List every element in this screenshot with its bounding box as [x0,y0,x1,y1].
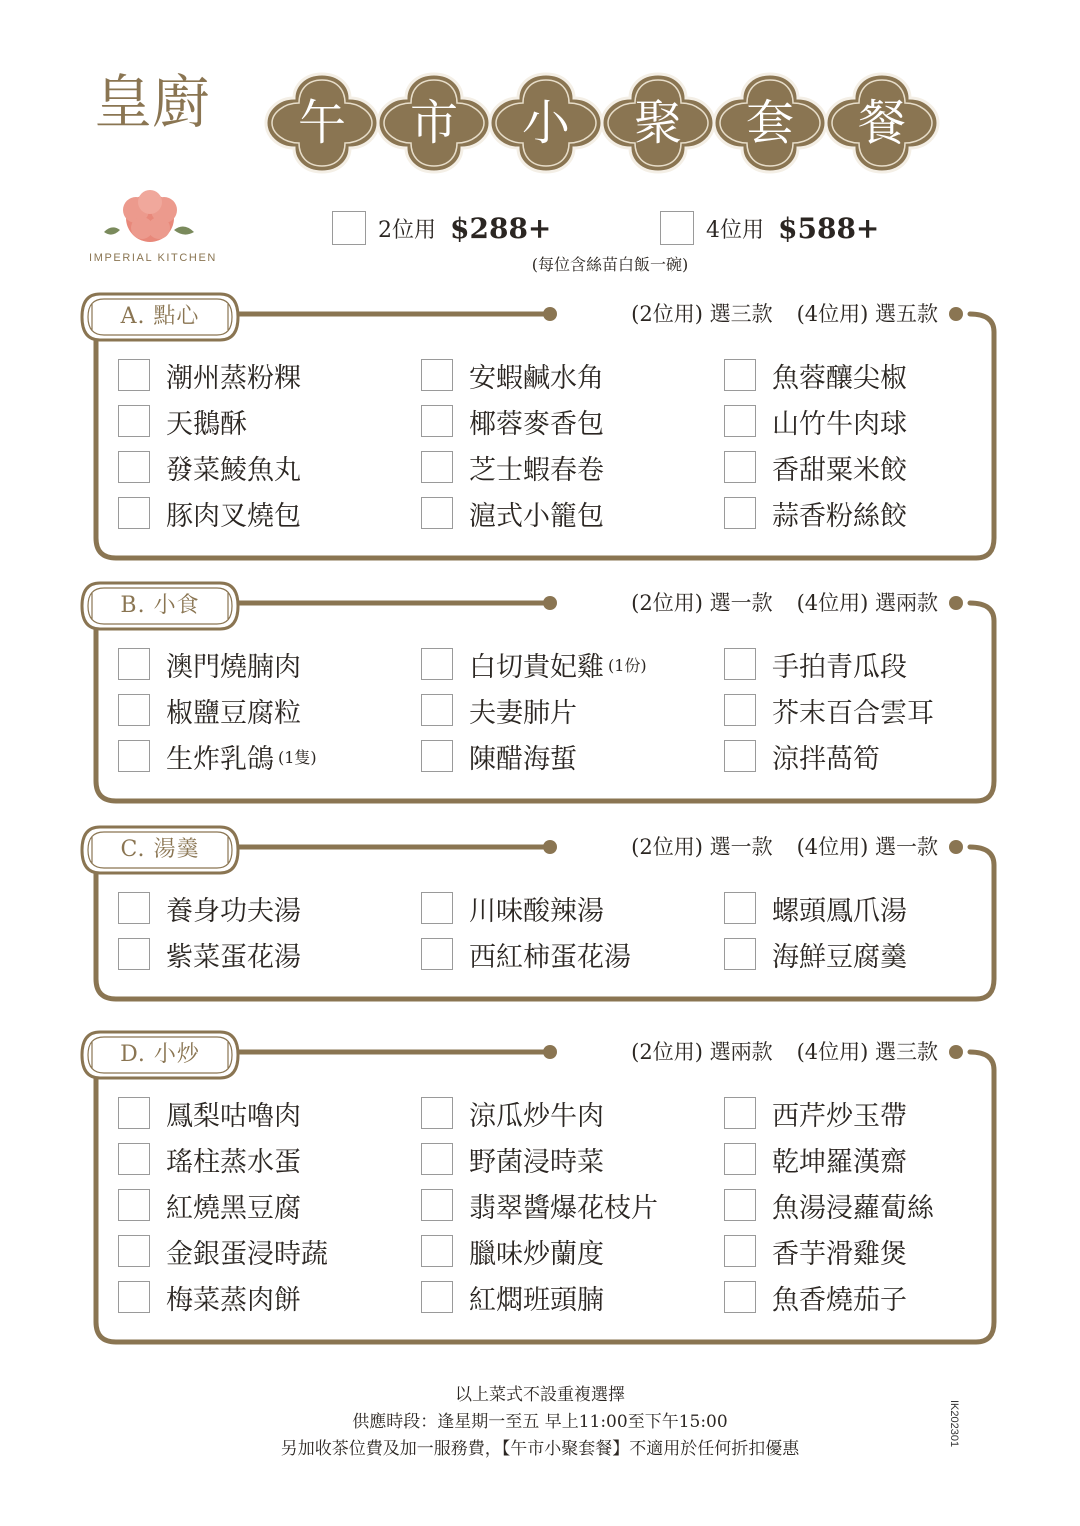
menu-item[interactable] [118,1274,301,1320]
menu-item[interactable] [724,733,880,779]
section-rules [631,298,938,328]
dish-name: 椒鹽豆腐粒 [166,697,301,729]
dish-name: 涼瓜炒牛肉 [469,1100,604,1132]
checkbox[interactable] [118,451,150,483]
menu-item[interactable] [118,687,301,733]
footer-line-1: 以上菜式不設重複選擇 [455,1385,625,1405]
footer-line-2: 供應時段：逢星期一至五 早上11:00至下午15:00 [352,1412,728,1432]
menu-item[interactable] [118,1228,328,1274]
logo-mark [93,60,211,250]
menu-item[interactable] [421,733,577,779]
document-code: IK202301 [948,1400,960,1448]
menu-item[interactable] [421,1274,604,1320]
menu-item[interactable] [421,1182,658,1228]
menu-item[interactable] [724,1228,907,1274]
checkbox[interactable] [724,938,756,970]
dish-name: 瑤柱蒸水蛋 [166,1146,301,1178]
dish-name: 蒜香粉絲餃 [772,500,907,532]
menu-item[interactable] [421,885,604,931]
title-tile [822,70,942,176]
checkbox[interactable] [421,405,453,437]
price-amount: $288+ [450,211,552,245]
dish-name: 澳門燒腩肉 [166,651,301,683]
checkbox[interactable] [118,497,150,529]
dish-name: 魚湯浸蘿蔔絲 [772,1192,934,1224]
menu-item[interactable] [421,352,604,398]
checkbox[interactable] [118,1143,150,1175]
menu-item[interactable] [724,398,907,444]
dish-name: 鳳梨咕嚕肉 [166,1100,301,1132]
checkbox[interactable] [421,938,453,970]
checkbox[interactable] [421,359,453,391]
menu-item[interactable] [118,641,301,687]
menu-item[interactable] [724,352,907,398]
title-char: 聚 [633,95,682,151]
menu-item[interactable] [118,1090,301,1136]
dish-name: 紫菜蛋花湯 [166,941,301,973]
dish-name: 臘味炒蘭度 [469,1238,604,1270]
dish-name: 魚香燒茄子 [772,1284,907,1316]
dish-name: 香甜粟米餃 [772,454,907,486]
menu-section [78,825,1000,1007]
title-tile [598,70,718,176]
rule-4-persons: (4位用) 選五款 [796,302,938,326]
section-label: B. 小食 [120,593,200,618]
logo-char-1: 皇廚 [93,68,211,136]
dish-name: 紅燜班頭腩 [469,1284,604,1316]
dish-name: 手拍青瓜段 [772,651,907,683]
dish-name: 陳醋海蜇 [469,743,577,775]
price-note: (每位含絲苗白飯一碗) [531,255,689,274]
title-tile [262,70,382,176]
price-option-2[interactable] [332,208,551,248]
menu-item[interactable] [118,352,301,398]
dish-name: 西紅柿蛋花湯 [469,941,631,973]
dish-name: 梅菜蒸肉餅 [166,1284,301,1316]
dish-name: 海鮮豆腐羹 [772,941,907,973]
price-unit: 4位用 [706,217,764,243]
menu-item[interactable] [724,444,907,490]
price-option-4[interactable] [660,208,879,248]
title-tile [486,70,606,176]
rule-2-persons: (2位用) 選一款 [631,591,773,615]
title-char: 午 [297,95,346,151]
title-char: 餐 [857,95,906,151]
menu-item[interactable] [724,1090,907,1136]
peony-icon [104,190,194,242]
checkbox[interactable] [724,451,756,483]
menu-item[interactable] [421,398,604,444]
dish-name: 白切貴妃雞 [469,651,604,683]
checkbox[interactable] [421,1235,453,1267]
checkbox[interactable] [421,1097,453,1129]
checkbox[interactable] [421,648,453,680]
dish-name: 魚蓉釀尖椒 [772,362,907,394]
checkbox[interactable] [724,648,756,680]
checkbox[interactable] [421,1281,453,1313]
menu-item[interactable] [118,733,317,779]
title-char: 小 [521,95,570,151]
checkbox[interactable] [724,1281,756,1313]
menu-section [78,1030,1000,1350]
section-rules [631,831,938,861]
checkbox[interactable] [724,1235,756,1267]
checkbox[interactable] [421,451,453,483]
checkbox[interactable] [118,1189,150,1221]
menu-item[interactable] [118,444,301,490]
checkbox[interactable] [421,740,453,772]
menu-item[interactable] [118,1136,301,1182]
dish-name: 養身功夫湯 [166,895,301,927]
page-title [262,70,942,176]
checkbox[interactable] [660,211,694,245]
menu-item[interactable] [118,490,301,536]
section-rules [631,587,938,617]
checkbox[interactable] [118,648,150,680]
menu-item[interactable] [421,931,631,977]
rule-2-persons: (2位用) 選兩款 [631,1040,773,1064]
menu-item[interactable] [118,398,247,444]
rule-4-persons: (4位用) 選兩款 [796,591,938,615]
checkbox[interactable] [118,1281,150,1313]
dish-name: 豚肉叉燒包 [166,500,301,532]
checkbox[interactable] [724,1143,756,1175]
checkbox[interactable] [421,694,453,726]
price-amount: $588+ [778,211,880,245]
portion-note: (1份) [608,655,647,675]
dish-name: 翡翠醬爆花枝片 [469,1192,658,1224]
checkbox[interactable] [724,694,756,726]
checkbox[interactable] [421,1143,453,1175]
checkbox[interactable] [724,405,756,437]
menu-section [78,581,1000,809]
checkbox[interactable] [724,359,756,391]
dish-name: 潮州蒸粉粿 [166,362,301,394]
section-label: C. 湯羹 [120,837,200,862]
checkbox[interactable] [118,405,150,437]
checkbox[interactable] [724,892,756,924]
menu-item[interactable] [421,490,604,536]
portion-note: (1隻) [278,747,317,767]
dish-name: 山竹牛肉球 [772,408,907,440]
dish-name: 芝士蝦春卷 [469,454,604,486]
checkbox[interactable] [118,938,150,970]
dish-name: 夫妻肺片 [469,697,577,729]
dish-name: 天鵝酥 [166,408,247,440]
menu-item[interactable] [118,885,301,931]
menu-item[interactable] [724,1136,907,1182]
price-unit: 2位用 [378,217,436,243]
checkbox[interactable] [332,211,366,245]
checkbox[interactable] [421,1189,453,1221]
rule-4-persons: (4位用) 選三款 [796,1040,938,1064]
menu-item[interactable] [421,1228,604,1274]
brand-logo [89,60,217,270]
checkbox[interactable] [118,359,150,391]
menu-item[interactable] [724,1182,934,1228]
dish-name: 野菌浸時菜 [469,1146,604,1178]
menu-item[interactable] [724,490,907,536]
dish-name: 涼拌萵筍 [772,743,880,775]
checkbox[interactable] [421,497,453,529]
rule-2-persons: (2位用) 選一款 [631,835,773,859]
rule-2-persons: (2位用) 選三款 [631,302,773,326]
dish-name: 生炸乳鴿 [166,743,274,775]
checkbox[interactable] [724,740,756,772]
dish-name: 川味酸辣湯 [469,895,604,927]
section-label: A. 點心 [120,304,200,329]
footer-line-3: 另加收茶位費及加一服務費，【午市小聚套餐】不適用於任何折扣優惠 [280,1439,800,1459]
dish-name: 椰蓉麥香包 [469,408,604,440]
dish-name: 香芋滑雞煲 [772,1238,907,1270]
menu-item[interactable] [118,1182,301,1228]
menu-item[interactable] [724,641,907,687]
menu-item[interactable] [421,444,604,490]
dish-name: 芥末百合雲耳 [772,697,934,729]
checkbox[interactable] [724,1189,756,1221]
dish-name: 安蝦鹹水角 [469,362,604,394]
title-char: 市 [409,95,458,151]
menu-item[interactable] [421,641,647,687]
checkbox[interactable] [724,1097,756,1129]
checkbox[interactable] [118,892,150,924]
dish-name: 發菜鯪魚丸 [166,454,301,486]
rule-4-persons: (4位用) 選一款 [796,835,938,859]
dish-name: 紅燒黑豆腐 [166,1192,301,1224]
menu-item[interactable] [724,931,907,977]
dish-name: 乾坤羅漢齋 [772,1146,907,1178]
checkbox[interactable] [118,1235,150,1267]
dish-name: 西芹炒玉帶 [772,1100,907,1132]
checkbox[interactable] [118,740,150,772]
menu-item[interactable] [724,885,907,931]
checkbox[interactable] [118,1097,150,1129]
menu-item[interactable] [421,1090,604,1136]
title-tile [374,70,494,176]
dish-name: 金銀蛋浸時蔬 [166,1238,328,1270]
menu-item[interactable] [724,1274,907,1320]
title-char: 套 [745,95,794,151]
title-tile [710,70,830,176]
dish-name: 螺頭鳳爪湯 [772,895,907,927]
checkbox[interactable] [421,892,453,924]
section-label: D. 小炒 [120,1042,200,1067]
brand-caption: IMPERIAL KITCHEN [89,252,217,264]
checkbox[interactable] [724,497,756,529]
menu-item[interactable] [724,687,934,733]
checkbox[interactable] [118,694,150,726]
dish-name: 滬式小籠包 [469,500,604,532]
section-rules [631,1036,938,1066]
menu-item[interactable] [118,931,301,977]
menu-item[interactable] [421,1136,604,1182]
menu-section [78,292,1000,566]
menu-item[interactable] [421,687,577,733]
